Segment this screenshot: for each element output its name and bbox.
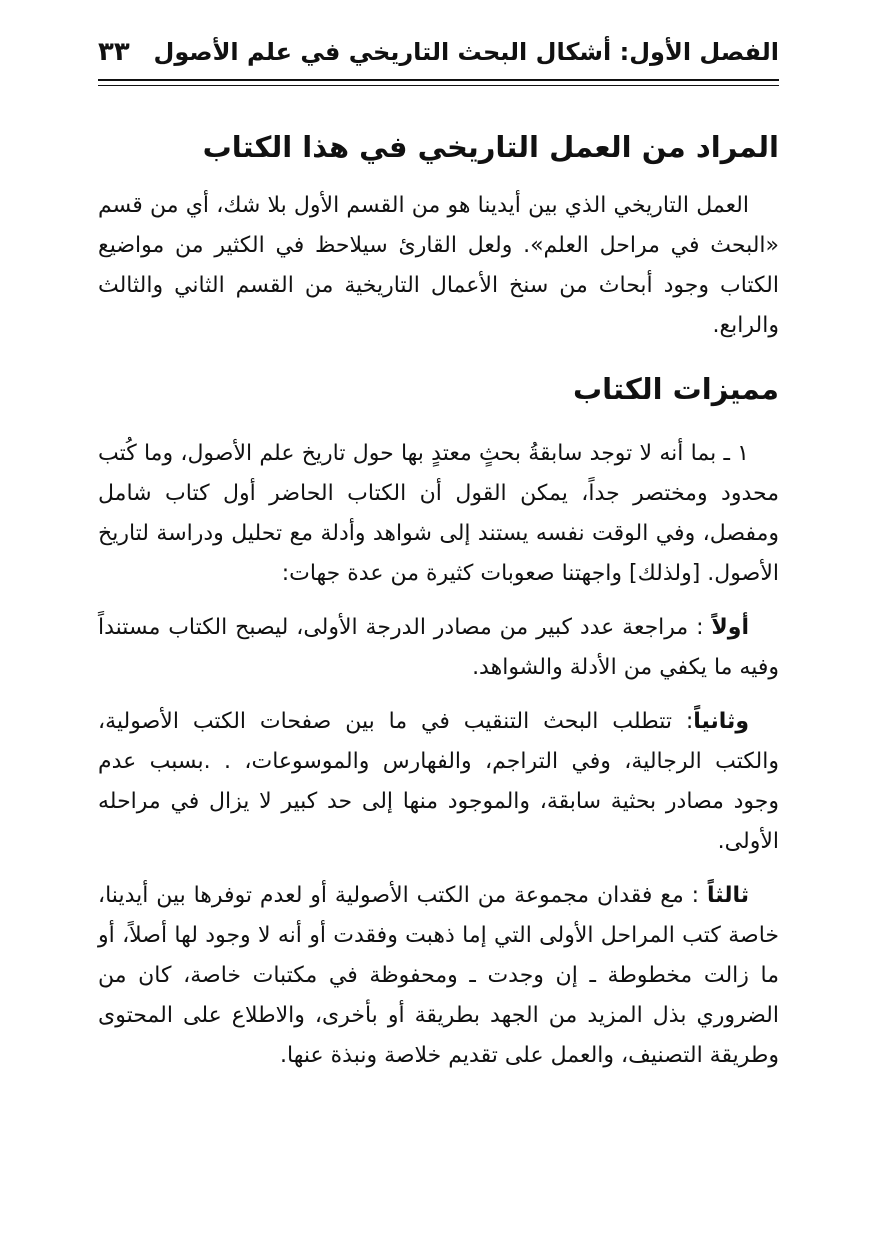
numbered-paragraph: ١ ـ بما أنه لا توجد سابقةُ بحثٍ معتدٍ بها حول تاريخ علم الأصول، وما كُتب محدود ومختصر جداً، يمكن القول أن الكتاب الحاضر أول كتاب شامل ومفصل، وفي الوقت نفسه يستند إلى شواهد وأدلة مع تحليل ودراسة لتاريخ الأصول. [ولذلك] واجهتنا صعوبات كثيرة من عدة جهات: — [98, 441, 779, 586]
point-lead: أولاً — [711, 615, 749, 640]
section-heading: مميزات الكتاب — [572, 372, 779, 406]
page-body — [98, 118, 779, 1076]
section-heading: المراد من العمل التاريخي في هذا الكتاب — [202, 130, 779, 164]
header-rule — [98, 79, 779, 81]
point-paragraph — [98, 702, 779, 862]
point-text: : مراجعة عدد كبير من مصادر الدرجة الأولى، ليصبح الكتاب مستنداً وفيه ما يكفي من الأدلة والشواهد. — [98, 615, 779, 680]
point-text: : تتطلب البحث التنقيب في ما بين صفحات الكتب الأصولية، والكتب الرجالية، وفي التراجم، والفهارس والموسوعات، . .بسبب عدم وجود مصادر بحثية سابقة، والموجود منها إلى حد كبير لا يزال في مراحله الأولى. — [98, 709, 779, 854]
page-number: ٣٣ — [98, 37, 130, 67]
header-rule-thin — [98, 85, 779, 86]
running-header — [98, 30, 779, 74]
point-lead: ثالثاً — [706, 883, 749, 908]
point-text: : مع فقدان مجموعة من الكتب الأصولية أو لعدم توفرها بين أيدينا، خاصة كتب المراحل الأولى التي إما ذهبت وفقدت أو أنه لا وجود لها أصلاً، أو ما زالت مخطوطة ـ إن وجدت ـ ومحفوظة في مكتبات خاصة، كان من الضروري بذل المزيد من الجهد بطريقة أو بأخرى، والاطلاع على المحتوى وطريقة التصنيف، والعمل على تقديم خلاصة ونبذة عنها. — [98, 883, 779, 1068]
point-paragraph — [98, 876, 779, 1076]
body-paragraph: العمل التاريخي الذي بين أيدينا هو من القسم الأول بلا شك، أي من قسم «البحث في مراحل العلم». ولعل القارئ سيلاحظ في الكثير من مواضيع الكتاب وجود أبحاث من سنخ الأعمال التاريخية من القسم الثاني والثالث والرابع. — [98, 193, 779, 338]
point-paragraph — [98, 608, 779, 688]
point-lead: وثانياً — [693, 709, 749, 734]
running-title: الفصل الأول: أشكال البحث التاريخي في علم الأصول — [153, 38, 779, 66]
